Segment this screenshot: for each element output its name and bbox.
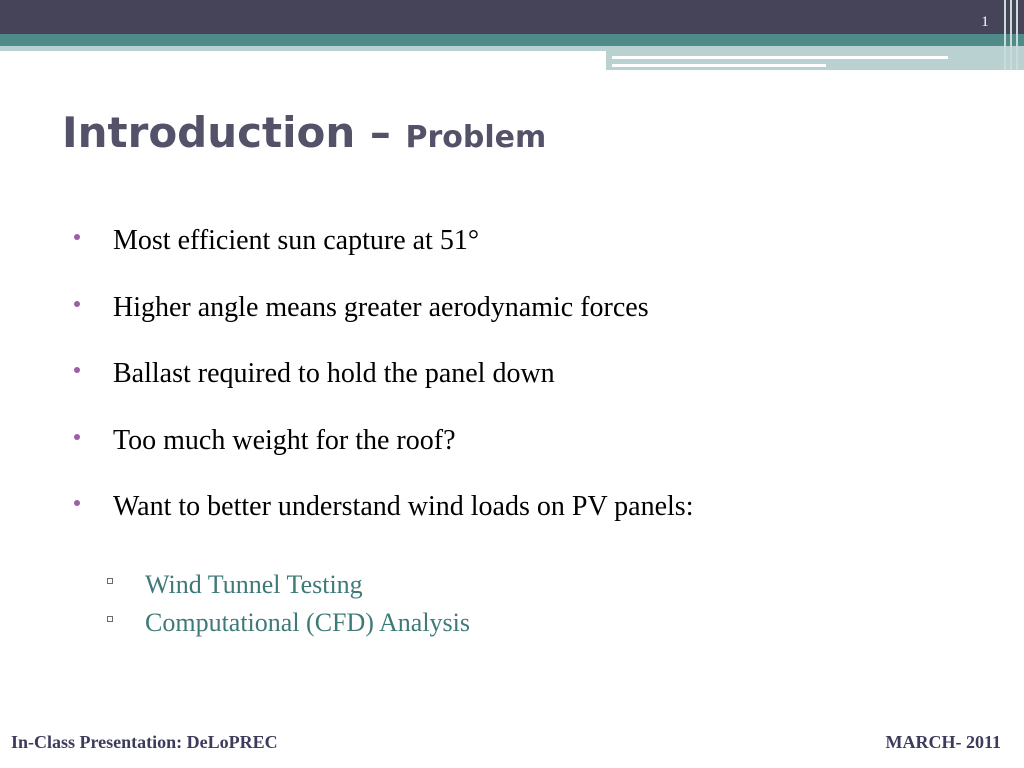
footer-presentation-label: In-Class Presentation: DeLoPREC: [11, 732, 278, 752]
header-accent-line: [612, 64, 826, 67]
header-vertical-line: [1010, 0, 1012, 70]
bullet-dot-icon: [74, 434, 80, 440]
slide-number: 1: [981, 14, 989, 30]
footer-date: MARCH- 2011: [885, 732, 1001, 752]
header-accent-line: [612, 56, 948, 59]
bullet-text: Ballast required to hold the panel down: [113, 358, 555, 389]
bullet-text: Want to better understand wind loads on PV panels:: [113, 491, 694, 522]
bullet-text: Most efficient sun capture at 51°: [113, 225, 480, 256]
header-dark-bar: [0, 0, 1024, 34]
header-vertical-line: [1016, 0, 1018, 70]
bullet-dot-icon: [74, 500, 80, 506]
header-teal-bar: [0, 34, 1024, 46]
bullet-dot-icon: [74, 367, 80, 373]
bullet-dot-icon: [74, 234, 80, 240]
slide-title: [62, 108, 546, 157]
title-subtitle: Problem: [405, 120, 547, 155]
sub-bullet-text: Wind Tunnel Testing: [145, 570, 363, 599]
title-main: Introduction: [62, 108, 356, 157]
bullet-dot-icon: [74, 301, 80, 307]
title-dash: –: [355, 108, 406, 157]
square-bullet-icon: [107, 616, 113, 622]
header-vertical-line: [1004, 0, 1006, 70]
header-light-bar: [0, 46, 606, 51]
bullet-text: Too much weight for the roof?: [113, 424, 456, 456]
sub-bullet-text: Computational (CFD) Analysis: [145, 608, 470, 637]
square-bullet-icon: [107, 578, 113, 584]
bullet-text: Higher angle means greater aerodynamic forces: [113, 291, 649, 323]
